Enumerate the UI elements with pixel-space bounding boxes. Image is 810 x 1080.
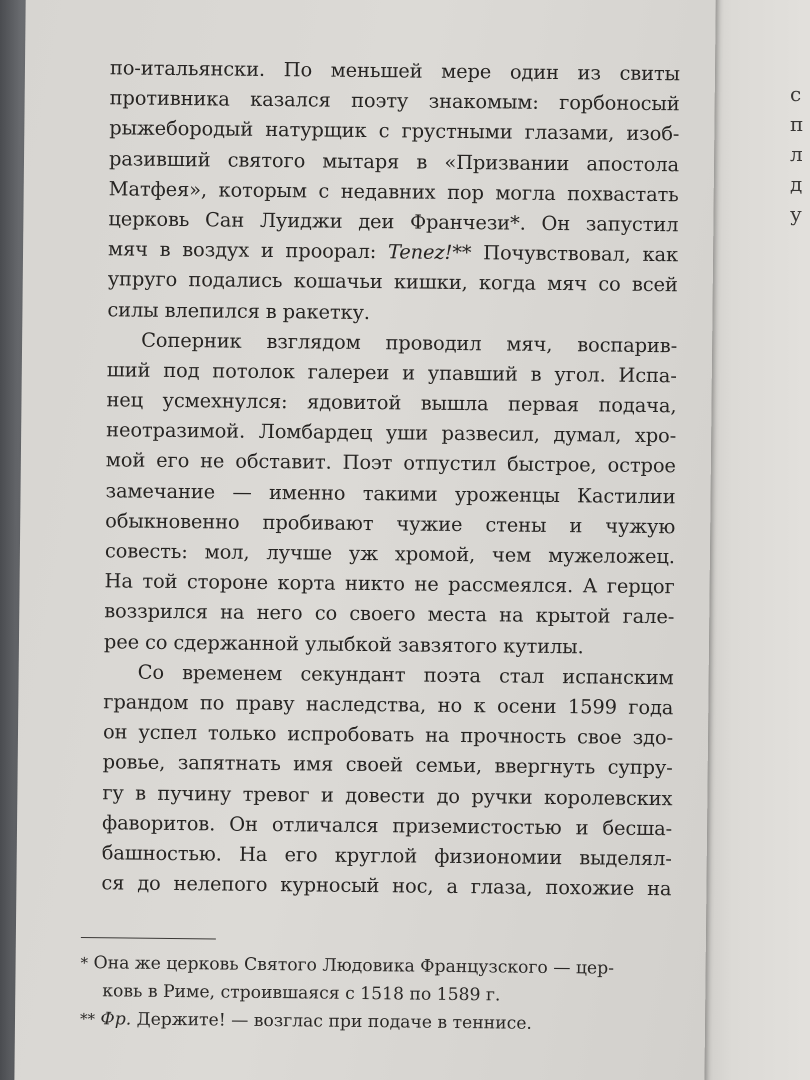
text-line: совесть: мол, лучше уж хромой, чем мужеложец. xyxy=(104,539,676,569)
text-line: силы влепился в ракетку. xyxy=(107,297,371,324)
text-line: фаворитов. Он отличался приземистостью и бесша- xyxy=(101,810,673,840)
text-line: обыкновенно пробивают чужие стены и чужую xyxy=(105,509,676,539)
text-line: Матфея», которым с недавних пор могла похвастать xyxy=(108,177,679,207)
text-line: он успел только испробовать на прочность свое здо- xyxy=(102,720,674,750)
text-line: ровье, запятнать имя своей семьи, ввергнуть супру- xyxy=(102,750,673,780)
text-segment: мяч в воздух и проорал: xyxy=(107,237,389,264)
text-line: Со временем секундант поэта стал испанским xyxy=(137,660,674,689)
footnotes xyxy=(80,949,681,1039)
text-line: мой его не обставит. Поэт отпустил быстрое, острое xyxy=(105,448,676,478)
facing-page-letter: п xyxy=(790,112,804,136)
text-line: церковь Сан Луиджи деи Франчези*. Он запустил xyxy=(108,207,679,237)
body-text xyxy=(101,53,680,904)
footnote-text: Держите! — возглас при подаче в теннисе. xyxy=(131,1009,533,1034)
text-line: гу в пучину тревог и довести до ручки королевских xyxy=(102,780,673,810)
text-line: рыжебородый натурщик с грустными глазами, изоб- xyxy=(109,116,680,146)
footnote-1-continuation: ковь в Риме, строившаяся с 1518 по 1589 г. xyxy=(102,981,501,1006)
italic-word: Tenez! xyxy=(387,240,453,265)
facing-page-letter: д xyxy=(790,172,803,196)
text-line: нец усмехнулся: ядовитой вышла первая подача, xyxy=(106,388,677,418)
text-line: На той стороне корта никто не рассмеялся. А герцог xyxy=(104,569,675,599)
text-line: Соперник взглядом проводил мяч, воспарив- xyxy=(141,328,678,357)
text-line: замечание — именно такими уроженцы Кастилии xyxy=(105,478,676,508)
text-line: противника казался поэту знакомым: горбоносый xyxy=(109,86,680,116)
footnote-mark: ** xyxy=(79,1010,96,1029)
text-line: воззрился на него со своего места на крытой гале- xyxy=(104,599,675,629)
text-line: разивший святого мытаря в «Призвании апостола xyxy=(108,146,680,176)
text-line: ся до нелепого курносый нос, а глаза, похожие на xyxy=(101,871,672,901)
facing-page-letter: л xyxy=(790,142,803,166)
footnote-2 xyxy=(80,1005,680,1039)
text-line: башностью. На его круглой физиономии выделял- xyxy=(101,841,672,871)
footnote-lang-abbrev: Фр. xyxy=(100,1009,132,1030)
facing-page-letter: с xyxy=(790,82,802,106)
footnote-text: Она же церковь Святого Людовика Французского — цер- xyxy=(93,953,615,979)
footnote-mark: * xyxy=(80,954,89,973)
footnote-divider xyxy=(81,937,216,939)
text-line: рее со сдержанной улыбкой завзятого кутилы. xyxy=(103,629,584,658)
text-line: грандом по праву наследства, но к осени 1599 года xyxy=(103,690,674,720)
text-segment: ** Почувствовал, как xyxy=(452,241,679,267)
text-line: ший под потолок галереи и упавший в угол. Испа- xyxy=(106,358,677,388)
text-line: упруго подались кошачьи кишки, когда мяч со всей xyxy=(107,267,678,297)
text-line: по-итальянски. По меньшей мере один из свиты xyxy=(109,56,681,86)
text-line: неотразимой. Ломбардец уши развесил, думал, хро- xyxy=(106,418,677,448)
facing-page-letter: у xyxy=(790,202,802,226)
book-page xyxy=(14,0,716,1080)
